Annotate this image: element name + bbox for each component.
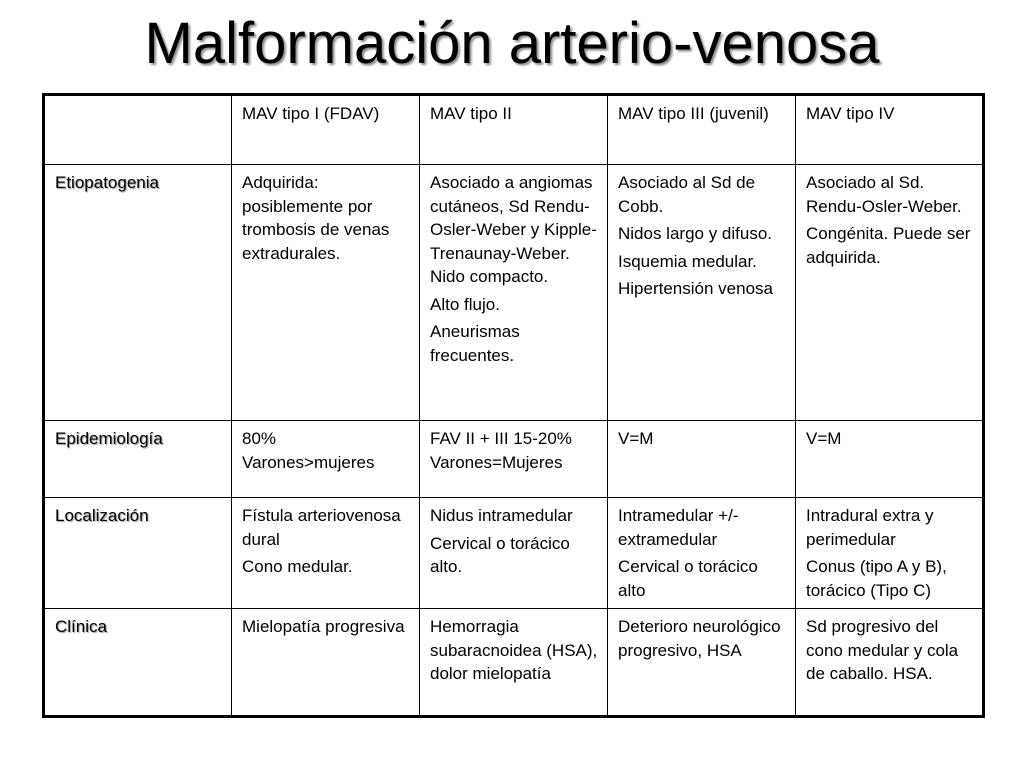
cell-paragraph: Deterioro neurológico progresivo, HSA — [618, 617, 781, 660]
cell-paragraph: Cono medular. — [242, 557, 353, 576]
table-cell — [232, 165, 420, 421]
cell-paragraph: Sd progresivo del cono medular y cola de caballo. HSA. — [806, 617, 959, 683]
table-row-etiopatogenia — [44, 165, 984, 421]
table-cell — [796, 165, 984, 421]
table-cell — [232, 498, 420, 609]
row-label-cell — [44, 609, 232, 717]
table-cell — [796, 609, 984, 717]
cell-paragraph: Adquirida: posiblemente por trombosis de venas extradurales. — [242, 173, 390, 263]
table-cell — [420, 498, 608, 609]
cell-paragraph: 80% Varones>mujeres — [242, 429, 375, 472]
table-cell — [608, 609, 796, 717]
cell-paragraph: V=M — [618, 429, 654, 448]
cell-paragraph: Intradural extra y perimedular — [806, 506, 934, 549]
row-label: Epidemiología — [55, 429, 163, 448]
slide-title: Malformación arterio-venosa — [144, 11, 880, 76]
cell-paragraph: Cervical o torácico alto. — [430, 533, 570, 576]
row-label: Clínica — [55, 617, 107, 636]
table-cell — [608, 421, 796, 498]
table-cell — [420, 421, 608, 498]
row-label: Localización — [55, 506, 149, 525]
cell-paragraph: Asociado al Sd. Rendu-Osler-Weber. — [806, 173, 962, 216]
mav-classification-table — [42, 93, 985, 718]
cell-paragraph: Fístula arteriovenosa dural — [242, 506, 401, 549]
cell-paragraph: Isquemia medular. — [618, 251, 757, 271]
header-cell-type-1: MAV tipo I (FDAV) — [232, 95, 420, 165]
table-row-epidemiologia — [44, 421, 984, 498]
cell-paragraph: Asociado a angiomas cutáneos, Sd Rendu-Osler-Weber y Kipple-Trenaunay-Weber. Nido compacto. — [430, 173, 597, 286]
row-label-cell — [44, 421, 232, 498]
table-cell — [608, 165, 796, 421]
row-label-cell — [44, 498, 232, 609]
cell-paragraph: Aneurismas frecuentes. — [430, 322, 520, 365]
header-cell-type-4: MAV tipo IV — [796, 95, 984, 165]
table-cell — [796, 498, 984, 609]
cell-paragraph: V=M — [806, 429, 842, 448]
cell-paragraph: Nidos largo y difuso. — [618, 224, 773, 243]
table-row-localizacion — [44, 498, 984, 609]
table-cell — [232, 609, 420, 717]
cell-paragraph: Asociado al Sd de Cobb. — [618, 173, 756, 216]
cell-paragraph: Nidus intramedular — [430, 506, 573, 525]
cell-paragraph: FAV II + III 15-20% Varones=Mujeres — [430, 429, 572, 472]
row-label: Etiopatogenia — [55, 173, 159, 192]
cell-paragraph: Cervical o torácico alto — [618, 557, 758, 600]
header-cell-type-2: MAV tipo II — [420, 95, 608, 165]
table-header-row — [44, 95, 984, 165]
table-row-clinica — [44, 609, 984, 717]
table-cell — [420, 609, 608, 717]
table-cell — [796, 421, 984, 498]
header-cell-type-3: MAV tipo III (juvenil) — [608, 95, 796, 165]
cell-paragraph: Mielopatía progresiva — [242, 617, 405, 636]
table-cell — [232, 421, 420, 498]
cell-paragraph: Conus (tipo A y B), torácico (Tipo C) — [806, 557, 947, 600]
row-label-cell — [44, 165, 232, 421]
header-cell-empty — [44, 95, 232, 165]
cell-paragraph: Alto flujo. — [430, 294, 500, 314]
table-cell — [608, 498, 796, 609]
cell-paragraph: Intramedular +/- extramedular — [618, 506, 739, 549]
cell-paragraph: Congénita. Puede ser adquirida. — [806, 224, 971, 267]
table-cell — [420, 165, 608, 421]
cell-paragraph: Hipertensión venosa — [618, 279, 773, 298]
cell-paragraph: Hemorragia subaracnoidea (HSA), dolor mielopatía — [430, 617, 598, 683]
